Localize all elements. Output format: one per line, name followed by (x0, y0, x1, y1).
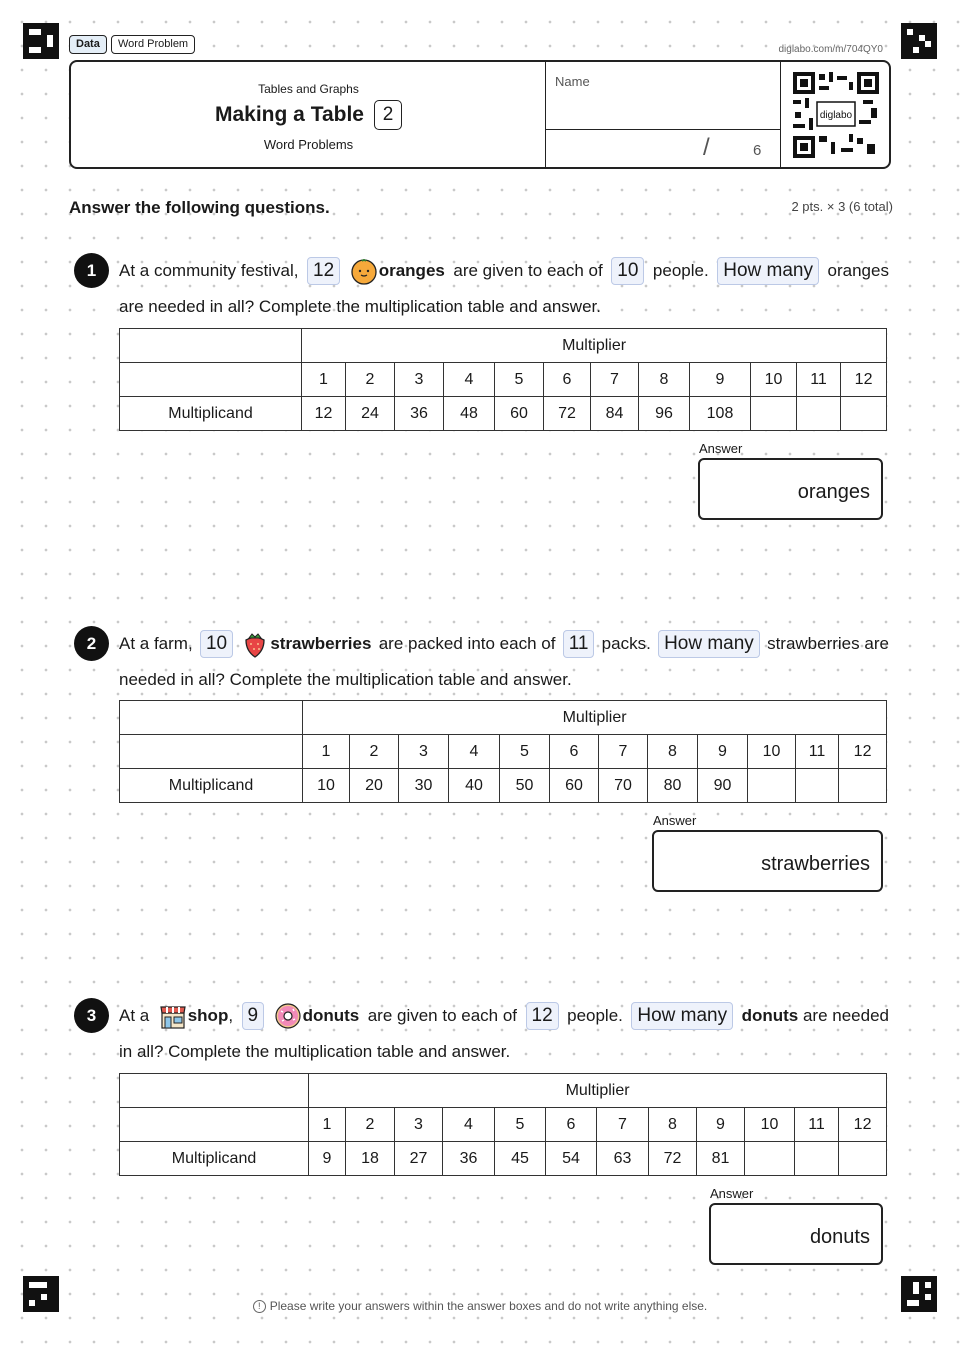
table-corner-cell (120, 363, 302, 397)
multiplier-cell: 9 (690, 363, 751, 397)
product-cell: 84 (591, 397, 639, 431)
product-cell: 45 (495, 1142, 546, 1176)
multiplier-cell: 12 (839, 735, 887, 769)
multiplier-cell: 1 (302, 363, 346, 397)
orange-icon (349, 256, 379, 286)
product-cell: 108 (690, 397, 751, 431)
multiplier-cell: 11 (797, 363, 841, 397)
question-text-part: oranges (827, 261, 889, 280)
multiplier-cell: 11 (796, 735, 839, 769)
answer-box[interactable] (709, 1203, 883, 1265)
divider (545, 129, 780, 130)
multiplier-cell: 3 (395, 1108, 443, 1142)
product-cell: 60 (495, 397, 544, 431)
shop-icon (158, 1001, 188, 1031)
product-cell: 70 (599, 769, 648, 803)
product-cell: 60 (550, 769, 599, 803)
score-total: 6 (753, 142, 762, 159)
qr-code-icon (793, 72, 879, 158)
question-text-line: needed in all? Complete the multiplication table and answer. (119, 670, 572, 689)
donut-icon (273, 1001, 303, 1031)
multiplier-cell: 5 (500, 735, 550, 769)
multiplier-cell: 10 (745, 1108, 795, 1142)
product-cell: 54 (546, 1142, 597, 1176)
multiplier-cell: 6 (544, 363, 591, 397)
product-cell: 36 (443, 1142, 495, 1176)
question-text-part: At a farm, (119, 634, 193, 653)
product-cell: 50 (500, 769, 550, 803)
multiplier-cell: 12 (841, 363, 887, 397)
comma: , (228, 1006, 234, 1025)
shop-group (158, 998, 233, 1034)
multiplier-cell: 7 (599, 735, 648, 769)
quantity-box: 12 (526, 1002, 559, 1030)
multiplier-header: Multiplier (309, 1074, 887, 1108)
multiplier-cell: 8 (639, 363, 690, 397)
multiplicand-label: Multiplicand (120, 1142, 309, 1176)
product-cell: 18 (346, 1142, 395, 1176)
name-field-label: Name (555, 74, 590, 89)
product-cell: 24 (346, 397, 395, 431)
product-cell: 9 (309, 1142, 346, 1176)
product-input-cell[interactable] (751, 397, 797, 431)
table-corner-cell (120, 329, 302, 363)
product-input-cell[interactable] (796, 769, 839, 803)
multiplier-row (120, 363, 887, 397)
multiplier-cell: 1 (303, 735, 350, 769)
item-group (273, 998, 360, 1034)
question-text-part: packs. (601, 634, 651, 653)
question-number: 3 (74, 998, 109, 1033)
question-number: 1 (74, 253, 109, 288)
item-group (240, 626, 371, 662)
question-number: 2 (74, 626, 109, 661)
multiplication-table (119, 1073, 887, 1176)
question-text (119, 626, 889, 698)
multiplier-row (120, 1108, 887, 1142)
multiplier-cell: 2 (346, 363, 395, 397)
multiplier-cell: 2 (346, 1108, 395, 1142)
question-text-part: people. (652, 261, 709, 280)
registration-mark-top-left (23, 23, 59, 59)
qr-label: diglabo (819, 110, 853, 121)
table-corner-cell (120, 1074, 309, 1108)
quantity-box: 10 (200, 630, 233, 658)
product-input-cell[interactable] (745, 1142, 795, 1176)
divider (545, 62, 546, 167)
question-text-part: are given to each of (367, 1006, 518, 1025)
how-many-box: How many (658, 630, 760, 658)
product-row (120, 769, 887, 803)
item-name: oranges (378, 261, 445, 280)
multiplicand-label: Multiplicand (120, 769, 303, 803)
product-cell: 96 (639, 397, 690, 431)
product-input-cell[interactable] (797, 397, 841, 431)
product-cell: 27 (395, 1142, 443, 1176)
answer-box[interactable] (652, 830, 883, 892)
multiplier-cell: 9 (698, 735, 748, 769)
question-text-part: are given to each of (453, 261, 603, 280)
answer-unit: oranges (797, 481, 870, 503)
worksheet-type: Word Problems (263, 137, 354, 152)
multiplier-cell: 5 (495, 363, 544, 397)
question-text-part: people. (567, 1006, 623, 1025)
product-cell: 80 (648, 769, 698, 803)
worksheet-header (69, 60, 891, 169)
question-text (119, 253, 889, 325)
question-text-line: in all? Complete the multiplication table and answer. (119, 1042, 511, 1061)
product-cell: 72 (544, 397, 591, 431)
multiplier-cell: 5 (495, 1108, 546, 1142)
instruction: Answer the following questions. (69, 198, 330, 217)
multiplication-table (119, 700, 887, 803)
product-row (120, 1142, 887, 1176)
answer-label: Answer (699, 441, 743, 456)
multiplier-cell: 7 (597, 1108, 649, 1142)
product-cell: 72 (649, 1142, 697, 1176)
product-cell: 90 (698, 769, 748, 803)
shop-name: shop (187, 1006, 229, 1025)
multiplier-header: Multiplier (302, 329, 887, 363)
item-group (349, 253, 445, 289)
multiplier-cell: 10 (748, 735, 796, 769)
question-text-part: At a (119, 1006, 150, 1025)
multiplication-table (119, 328, 887, 431)
multiplier-cell: 6 (546, 1108, 597, 1142)
multiplier-cell: 4 (444, 363, 495, 397)
site-url: diglabo.com/m/704QY0 (778, 44, 883, 55)
multiplier-cell: 12 (839, 1108, 887, 1142)
quantity-box: 9 (242, 1002, 265, 1030)
multiplier-cell: 9 (697, 1108, 745, 1142)
footer-note (0, 1299, 960, 1313)
multiplicand-label: Multiplicand (120, 397, 302, 431)
product-row (120, 397, 887, 431)
product-cell: 20 (350, 769, 399, 803)
product-cell: 40 (449, 769, 500, 803)
answer-box[interactable] (698, 458, 883, 520)
score-slash: / (703, 134, 710, 161)
divider (780, 62, 781, 167)
product-cell: 10 (303, 769, 350, 803)
product-cell: 81 (697, 1142, 745, 1176)
footer-text: Please write your answers within the answer boxes and do not write anything else. (269, 1299, 708, 1313)
multiplier-cell: 8 (648, 735, 698, 769)
quantity-box: 11 (563, 630, 595, 658)
multiplier-cell: 8 (649, 1108, 697, 1142)
question-text-part: are packed into each of (378, 634, 556, 653)
multiplier-cell: 6 (550, 735, 599, 769)
item-name: donuts (741, 1006, 799, 1025)
info-icon: ! (253, 1300, 266, 1313)
item-name: donuts (302, 1006, 360, 1025)
multiplier-cell: 10 (751, 363, 797, 397)
how-many-box: How many (631, 1002, 733, 1030)
product-cell: 30 (399, 769, 449, 803)
worksheet-number: 2 (374, 100, 402, 130)
answer-unit: strawberries (761, 853, 870, 875)
multiplier-cell: 11 (795, 1108, 839, 1142)
product-input-cell[interactable] (748, 769, 796, 803)
registration-mark-top-right (901, 23, 937, 59)
product-input-cell[interactable] (839, 769, 887, 803)
answer-label: Answer (710, 1186, 754, 1201)
points-info: 2 pts. × 3 (6 total) (791, 199, 893, 214)
tag-data: Data (69, 35, 107, 54)
tag-word-problem: Word Problem (111, 35, 195, 54)
multiplier-cell: 4 (449, 735, 500, 769)
quantity-box: 10 (611, 257, 644, 285)
table-corner-cell (120, 701, 303, 735)
product-cell: 48 (444, 397, 495, 431)
multiplier-cell: 4 (443, 1108, 495, 1142)
multiplier-cell: 7 (591, 363, 639, 397)
product-input-cell[interactable] (795, 1142, 839, 1176)
table-corner-cell (120, 1108, 309, 1142)
product-cell: 63 (597, 1142, 649, 1176)
product-input-cell[interactable] (839, 1142, 887, 1176)
multiplier-cell: 1 (309, 1108, 346, 1142)
strawberry-icon (240, 629, 270, 659)
worksheet-title: Making a Table (215, 103, 364, 126)
quantity-box: 12 (307, 257, 340, 285)
answer-unit: donuts (809, 1226, 870, 1248)
product-cell: 12 (302, 397, 346, 431)
item-name: strawberries (270, 634, 372, 653)
multiplier-cell: 3 (395, 363, 444, 397)
multiplier-header: Multiplier (303, 701, 887, 735)
how-many-box: How many (717, 257, 819, 285)
multiplier-cell: 2 (350, 735, 399, 769)
multiplier-cell: 3 (399, 735, 449, 769)
product-cell: 36 (395, 397, 444, 431)
question-text (119, 998, 889, 1070)
question-text-line: are needed in all? Complete the multiplication table and answer. (119, 297, 601, 316)
question-text-part: strawberries are (767, 634, 889, 653)
table-corner-cell (120, 735, 303, 769)
multiplier-row (120, 735, 887, 769)
question-text-part: are needed (802, 1006, 889, 1025)
worksheet-subject: Tables and Graphs (258, 82, 359, 96)
worksheet-title-row (71, 100, 546, 130)
product-input-cell[interactable] (841, 397, 887, 431)
question-text-part: At a community festival, (119, 261, 299, 280)
answer-label: Answer (653, 813, 697, 828)
